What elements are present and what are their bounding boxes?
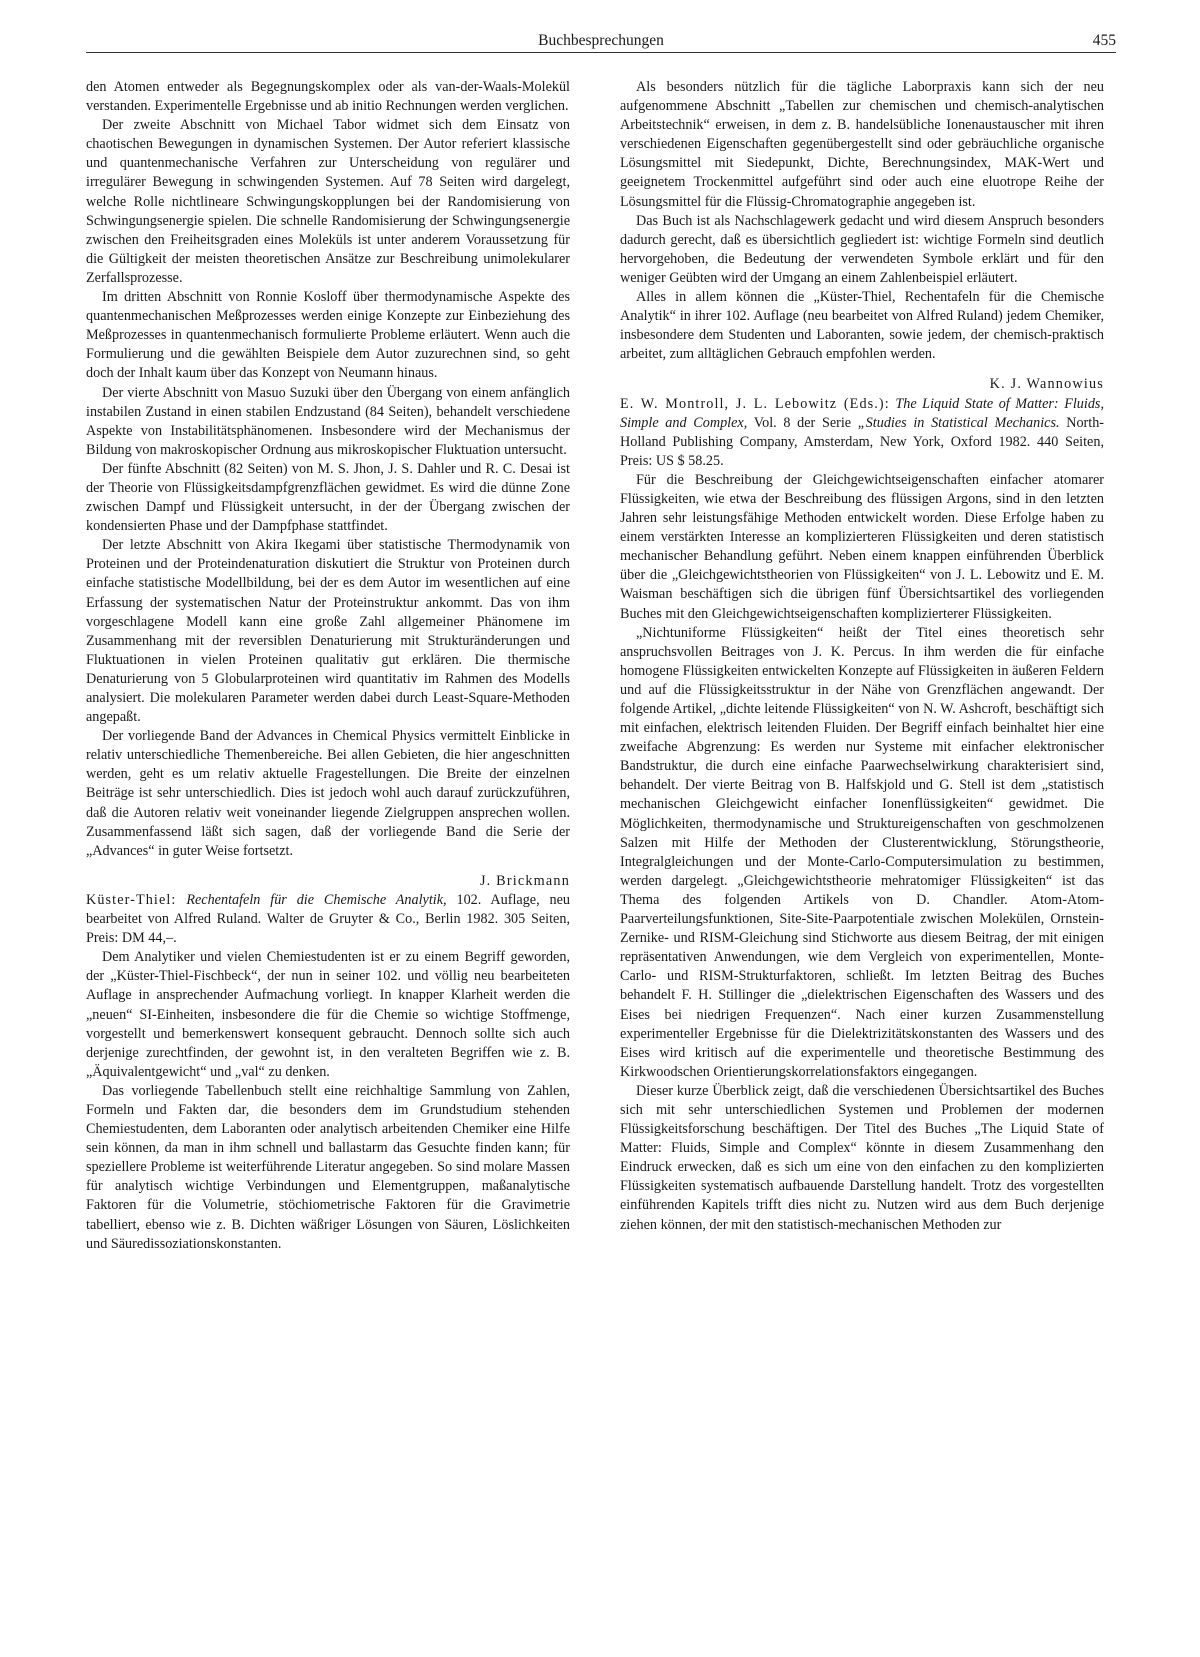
right-column [620,78,1104,1235]
citation-author: E. W. Montroll, J. L. Lebowitz (Eds.): [620,395,890,412]
paragraph: Der vorliegende Band der Advances in Chemical Physics vermittelt Einblicke in relativ unterschiedliche Themenbereiche. Bei allen Gebieten, die hier angeschnitten werden, geht es um relativ aktuelle Fragestellungen. Die Breite der einzelnen Beiträge ist sehr unterschiedlich. Dies ist jedoch wohl auch darauf zurückzuführen, daß die Autoren relativ weit voneinander liegende Zielgruppen ansprechen wollen. Zusammenfassend läßt sich sagen, daß der vorliegende Band die Serie der „Advances“ in guter Weise fortsetzt. [86,728,570,859]
citation-details: North-Holland Publishing Company, Amsterdam, New York, Oxford 1982. 440 Seiten, Preis: US $ 58.25. [620,414,1105,469]
paragraph: Als besonders nützlich für die tägliche Laborpraxis kann sich der neu aufgenommene Abschnitt „Tabellen zur chemischen und chemisch-analytischen Arbeitstechnik“ erweisen, in dem z. B. handelsübliche Ionenaustauscher mit ihren verschiedenen Eigenschaften gegenübergestellt sind oder gebräuchliche organische Lösungsmittel mit Siedepunkt, Dichte, Berechnungsindex, MAK-Wert und geeignetem Trockenmittel aufgeführt sind oder auch eine eluotrope Reihe der Lösungsmittel für die Flüssig-Chromatographie angegeben ist. [620,79,1104,210]
citation-volume: Vol. 8 der Serie [753,414,852,431]
paragraph: Der zweite Abschnitt von Michael Tabor widmet sich dem Einsatz von chaotischen Bewegungen in dynamischen Systemen. Der Autor referiert klassische und quantenmechanische Verfahren zur Unterscheidung von regulärer und irregulärer Bewegung in schwingenden Systemen. Auf 78 Seiten wird dargelegt, welche Rolle nichtlineare Schwingungskopplungen bei der Randomisierung von Schwingungsenergie spielen. Die schnelle Randomisierung der Schwingungsenergie zwischen den Freiheitsgraden eines Moleküls ist unter anderem Voraussetzung für die Gültigkeit der meisten theoretischen Ansätze zur Beschreibung unimolekularer Zerfallsprozesse. [86,117,570,286]
reviewer-signature: K. J. Wannowius [989,376,1104,393]
running-header [86,28,1116,53]
paragraph: Im dritten Abschnitt von Ronnie Kosloff über thermodynamische Aspekte des quantenmechanischen Meßprozesses werden einige Konzepte zur Einbeziehung des Meßprozesses in quantenmechanisch formulierte Probleme erläutert. Wenn auch die Formulierung und die gewählten Beispiele dem Autor zuzurechnen sind, so geht doch der Inhalt kaum über das Konzept von Neumann hinaus. [86,289,570,382]
paragraph: Der letzte Abschnitt von Akira Ikegami über statistische Thermodynamik von Proteinen und der Proteindenaturation diskutiert die Struktur von Proteinen durch einfache statistische Modellbildung, bei der es dem Autor im wesentlichen auf eine Erfassung der systematischen Natur der Proteinstruktur ankommt. Das von ihm vorgeschlagene Modell kann eine große Zahl allgemeiner Phänomene im Zusammenhang mit der reversiblen Denaturierung mit Strukturänderungen und Fluktuationen in vielen Proteinen qualitativ gut erklären. Die thermische Denaturierung von 5 Globularproteinen wird quantitativ im Rahmen des Modells analysiert. Die molekularen Parameter werden dabei durch Least-Square-Methoden angepaßt. [86,537,570,726]
paragraph: Für die Beschreibung der Gleichgewichtseigenschaften einfacher atomarer Flüssigkeiten, wie etwa der Beschreibung des flüssigen Argons, sind in den letzten Jahren sehr leistungsfähige Methoden entwickelt worden. Diese Erfolge haben zu einem verstärkten Interesse an komplizierteren Flüssigkeiten und deren statistisch mechanischer Behandlung geführt. Neben einem knappen einführenden Überblick über die „Gleichgewichtstheorien von Flüssigkeiten“ von J. L. Lebowitz und E. M. Waisman beschäftigen sich die übrigen fünf Übersichtsartikel des vorliegenden Buches mit den Gleichgewichtseigenschaften komplizierterer Flüssigkeiten. [620,471,1104,622]
paragraph: „Nichtuniforme Flüssigkeiten“ heißt der Titel eines theoretisch sehr anspruchsvollen Beitrages von J. K. Percus. In ihm werden die für einfache homogene Flüssigkeiten entwickelten Konzepte auf Flüssigkeiten in äußeren Feldern und auf die Flüssigkeitsstruktur in der Nähe von Grenzflächen angewandt. Der folgende Artikel, „dichte leitende Flüssigkeiten“ von N. W. Ashcroft, beschäftigt sich mit einfachen, elektrisch leitenden Fluiden. Der Begriff einfach beinhaltet hier eine zweifache Abgrenzung: Es werden nur Systeme mit einfacher elektronischer Bandstruktur, die durch eine einfache Paarwechselwirkung charakterisiert sind, behandelt. Der vierte Beitrag von B. Halfskjold und G. Stell ist dem „statistisch mechanischen Gleichgewicht einfacher Ionenflüssigkeiten“ gewidmet. Die Möglichkeiten, thermodynamische und Struktureigenschaften von geschmolzenen Salzen mit Hilfe der Methoden der Clusterentwicklung, Störungstheorie, Integralgleichungen und der Monte-Carlo-Computersimulation zu bestimmen, werden dargelegt. „Gleichgewichtstheorie mehratomiger Flüssigkeiten“ ist das Thema des folgenden Artikels von D. Chandler. Atom-Atom-Paarverteilungsfunktionen, Site-Site-Paarpotentiale zwischen Molekülen, Ornstein-Zernike- und RISM-Gleichung sind Stichworte aus diesem Beitrag, der mit einigen repräsentativen Anwendungen, wie dem Vergleich von experimentellen, Monte-Carlo- und RISM-Strukturfaktoren, schließt. Im letzten Beitrag des Buches behandelt F. H. Stillinger die „dielektrischen Eigenschaften des Wassers und des Eises bei niedrigen Frequenzen“. Nach einer kurzen Zusammenstellung experimenteller Ergebnisse für die Dielektrizitätskonstanten des Wassers und des Eises wird kritisch auf die experimentelle und theoretische Bestimmung des Kirkwoodschen Orientierungskorrelationsfaktors eingegangen. [620,624,1104,1080]
page-number: 455 [1092,32,1116,49]
paragraph: Der vierte Abschnitt von Masuo Suzuki über den Übergang von einem anfänglich instabilen Zustand in einen stabilen Endzustand (84 Seiten), behandelt verschiedene Aspekte von Instabilitätsphänomenen. Insbesondere wird der Mechanismus der Bildung von makroskopischer Ordnung aus mikroskopischer Fluktuation untersucht. [86,384,570,458]
book-citation [86,891,570,948]
section-title: Buchbesprechungen [538,32,664,49]
reviewer-signature: J. Brickmann [479,872,570,889]
paragraph: den Atomen entweder als Begegnungskomplex oder als van-der-Waals-Molekül verstanden. Experimentelle Ergebnisse und ab initio Rechnungen werden verglichen. [86,79,570,115]
paragraph: Das vorliegende Tabellenbuch stellt eine reichhaltige Sammlung von Zahlen, Formeln und Fakten dar, die besonders dem im Grundstudium stehenden Chemiestudenten, dem Laboranten oder analytisch arbeitenden Chemiker eine Hilfe sein können, da man in ihm schnell und ballastarm das Gesuchte finden kann; für speziellere Probleme ist weiterführende Literatur angegeben. So sind molare Massen für analytisch wichtige Verbindungen und Elementgruppen, maßanalytische Faktoren für die Volumetrie, stöchiometrische Faktoren für die Gravimetrie tabelliert, ebenso wie z. B. Dichten wäßriger Lösungen von Säuren, Löslichkeiten und Säuredissoziationskonstanten. [86,1082,570,1252]
paragraph: Dieser kurze Überblick zeigt, daß die verschiedenen Übersichtsartikel des Buches sich mit sehr unterschiedlichen Systemen und Problemen der modernen Flüssigkeitsforschung beschäftigen. Der Titel des Buches „The Liquid State of Matter: Fluids, Simple and Complex“ könnte in diesem Zusammenhang den Eindruck erwecken, daß es sich um eine von den einfachen zu den komplizierten Flüssigkeiten systematisch aufbauende Darstellung handelt. Trotz des vorgestellten einführenden Kapitels trifft dies nicht zu. Nutzen wird aus dem Buch derjenige ziehen können, der mit den statistisch-mechanischen Methoden zur [620,1082,1104,1233]
book-citation [620,395,1104,471]
paragraph: Alles in allem können die „Küster-Thiel, Rechentafeln für die Chemische Analytik“ in ihrer 102. Auflage (neu bearbeitet von Alfred Ruland) jedem Chemiker, insbesondere dem Studenten und Laboranten, sowie jedem, der chemisch-praktisch arbeitet, zum alltäglichen Gebrauch empfohlen werden. [620,289,1104,363]
paragraph: Der fünfte Abschnitt (82 Seiten) von M. S. Jhon, J. S. Dahler und R. C. Desai ist der Theorie von Flüssigkeitsdampfgrenzflächen gewidmet. Es wird die dünne Zone zwischen Dampf und Flüssigkeit untersucht, in der der Übergang zwischen der kondensierten Phase und der Dampfphase stattfindet. [86,460,570,535]
citation-title: The Liquid State of Matter: Fluids, Simple and Complex, [620,395,1104,431]
citation-author: Küster-Thiel: [86,891,177,908]
citation-details: 102. Auflage, neu bearbeitet von Alfred Ruland. Walter de Gruyter & Co., Berlin 1982. 305 Seiten, Preis: DM 44,–. [86,891,570,947]
paragraph: Das Buch ist als Nachschlagewerk gedacht und wird diesem Anspruch besonders dadurch gerecht, daß es übersichtlich gegliedert ist: wichtige Formeln sind deutlich hervorgehoben, die Bedeutung der verwendeten Symbole erklärt und für den weniger Geübten wird der Umgang an einem Zahlenbeispiel erläutert. [620,212,1104,286]
citation-title: Rechentafeln für die Chemische Analytik, [186,891,447,908]
citation-series: „Studies in Statistical Mechanics. [857,414,1060,431]
paragraph: Dem Analytiker und vielen Chemiestudenten ist er zu einem Begriff geworden, der „Küster-Thiel-Fischbeck“, der nun in seiner 102. und völlig neu bearbeiteten Auflage in ansprechender Aufmachung vorliegt. In knapper Klarheit werden die „neuen“ SI-Einheiten, insbesondere die für die Chemie so wichtige Stoffmenge, vorgestellt und bemerkenswert konsequent gebraucht. Dennoch sollte sich auch derjenige zurechtfinden, der gewohnt ist, in den veralteten Begriffen wie z. B. „Äquivalentgewicht“ und „val“ zu denken. [86,949,570,1080]
left-column [86,78,570,1254]
